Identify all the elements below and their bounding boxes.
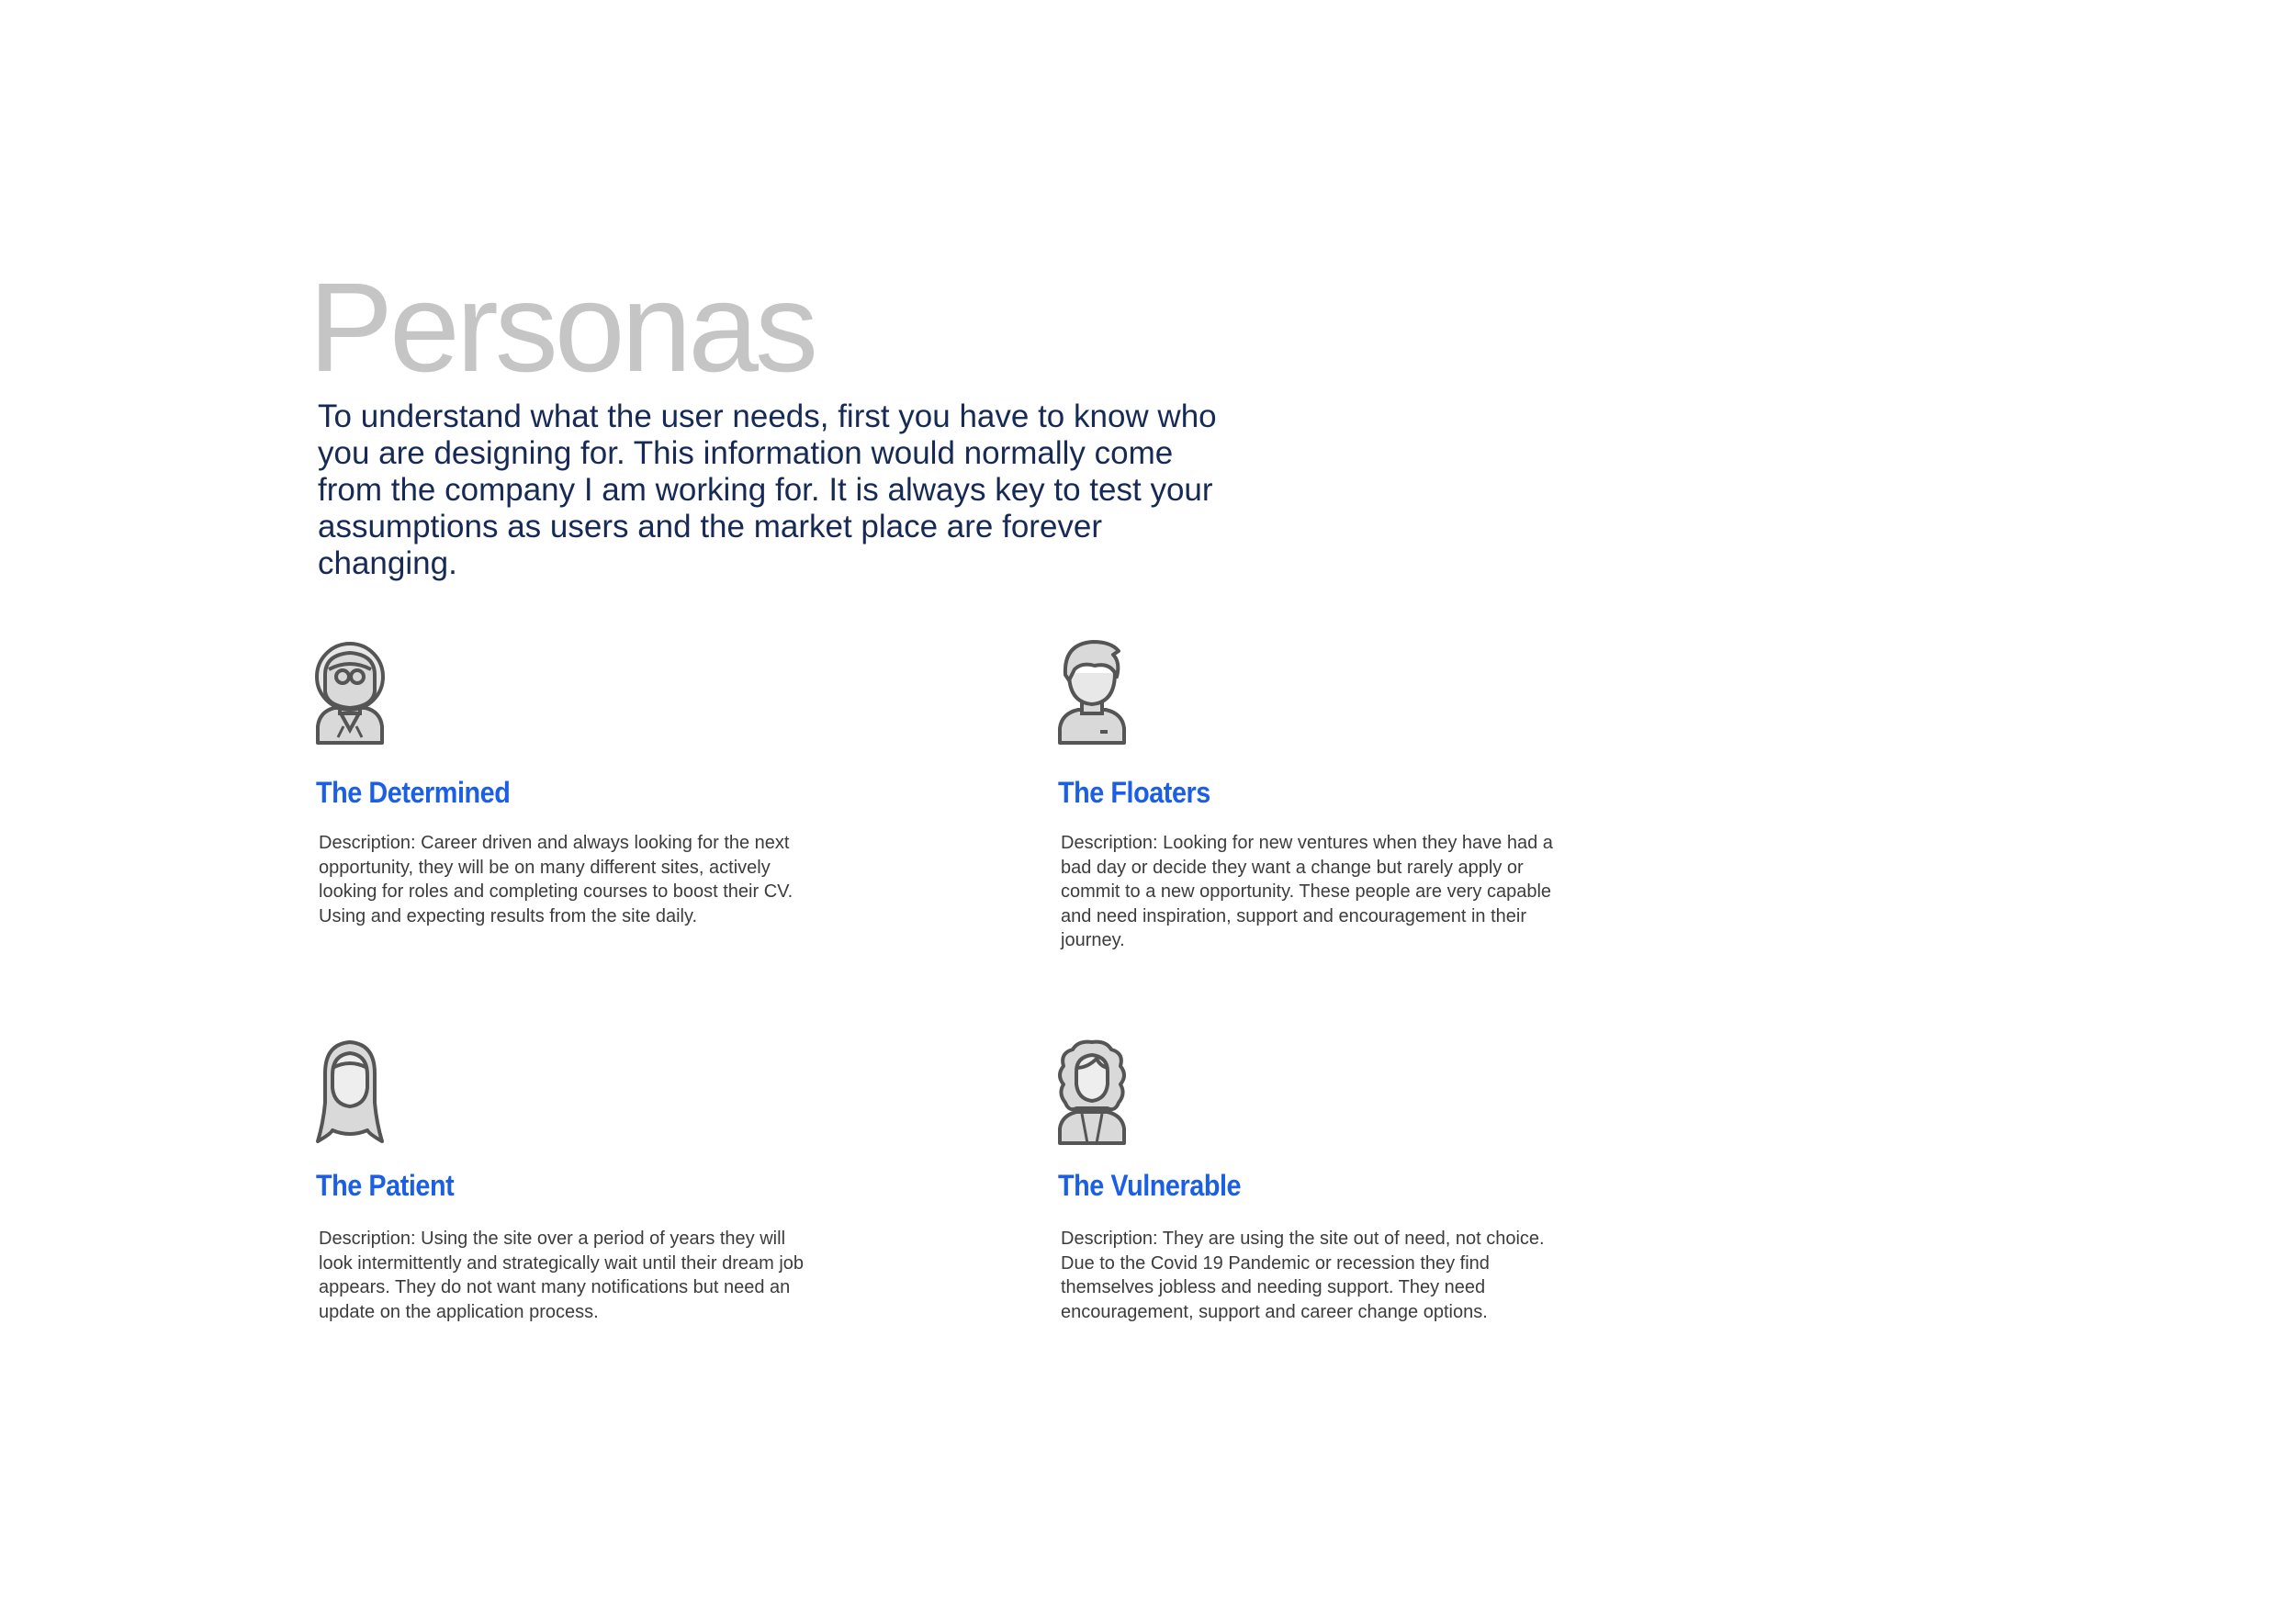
persona-description: Description: They are using the site out of need, not choice. Due to the Covid 19 Pandemic or recession they find themselves jobless and needing support. They need encouragement, support and career change options. <box>1061 1229 1545 1322</box>
persona-description: Description: Looking for new ventures when they have had a bad day or decide they want a change but rarely apply or commit to a new opportunity. These people are very capable and need inspiration, support and encouragement in their journey. <box>1061 833 1553 950</box>
persona-description: Description: Using the site over a period of years they will look intermittently and strategically wait until their dream job appears. They do not want many notifications but need an update on the application process. <box>319 1229 805 1322</box>
persona-name: The Patient <box>316 1169 455 1202</box>
persona-name: The Vulnerable <box>1058 1169 1242 1202</box>
curly-hair-woman-icon <box>1054 1038 1130 1145</box>
persona-card-vulnerable <box>1054 1038 1569 1322</box>
man-avatar-icon <box>1054 638 1130 745</box>
page-title: Personas <box>309 257 815 398</box>
persona-name: The Floaters <box>1058 776 1210 809</box>
persona-name: The Determined <box>316 776 511 809</box>
persona-card-floaters <box>1054 638 1569 950</box>
intro-paragraph: To understand what the user needs, first you have to know who you are designing for. This information would normally come from the company I am working for. It is always key to test your assumptions as users and the market place are forever changing. <box>318 398 1217 581</box>
woman-hijab-icon <box>312 1038 388 1145</box>
persona-card-determined <box>312 638 827 926</box>
persona-description: Description: Career driven and always looking for the next opportunity, they will be on many different sites, actively looking for roles and completing courses to boost their CV. Using and expecting results from the site daily. <box>319 833 793 926</box>
persona-card-patient <box>312 1038 827 1322</box>
person-with-glasses-icon <box>312 638 388 745</box>
